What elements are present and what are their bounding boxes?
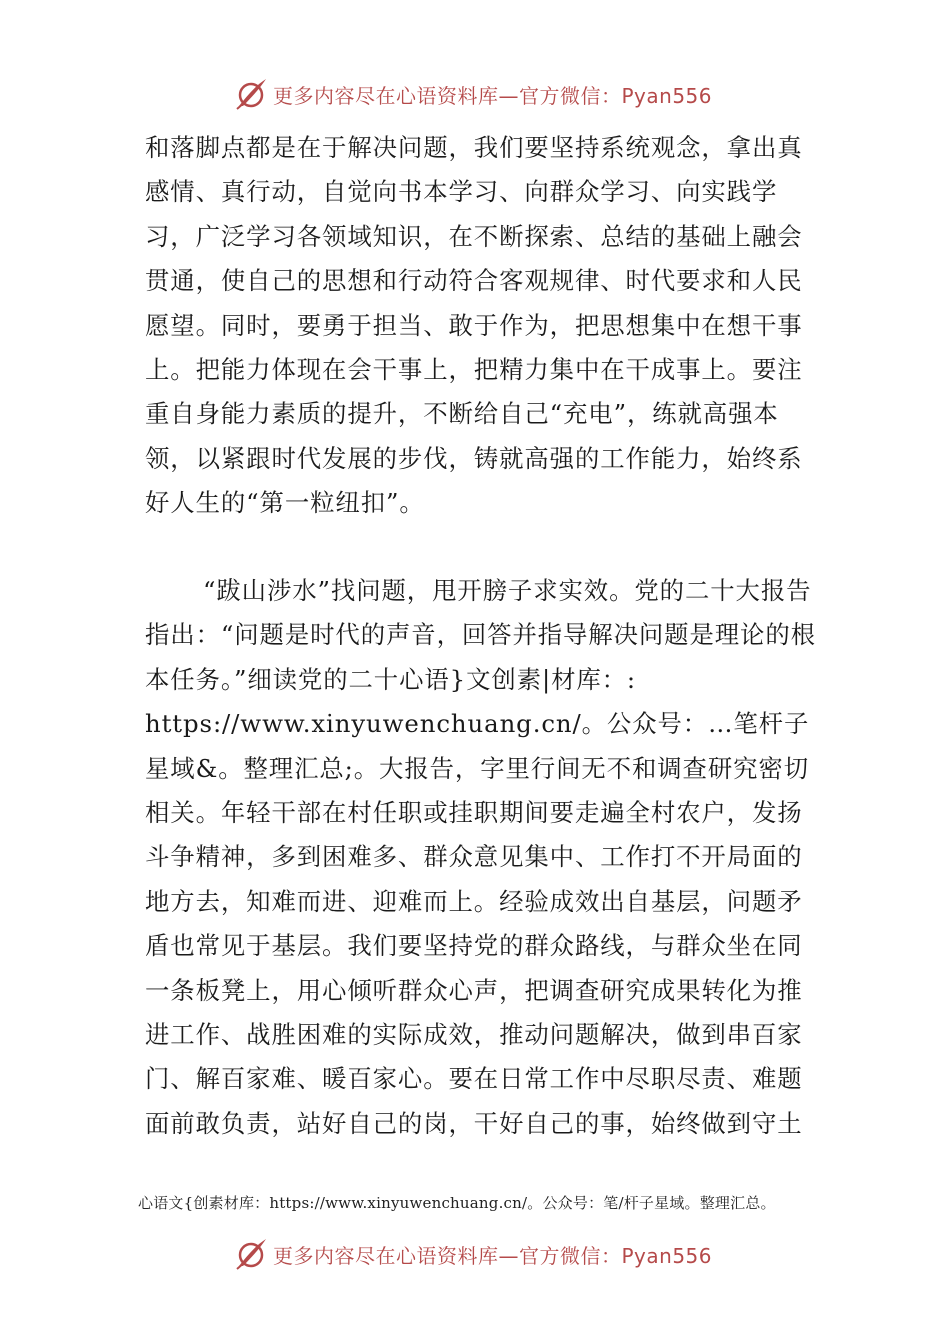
footer-watermark-text: 更多内容尽在心语资料库—官方微信：Pyan556 — [273, 1243, 713, 1268]
header-watermark-text: 更多内容尽在心语资料库—官方微信：Pyan556 — [273, 83, 713, 108]
quill-logo-icon — [233, 76, 269, 112]
footer-note: 心语文{创素材库：https://www.xinyuwenchuang.cn/。公众号：笔/杆子星域。整理汇总。 — [138, 1194, 776, 1212]
footer-watermark — [233, 1234, 712, 1274]
header-watermark — [233, 74, 712, 114]
body-paragraph-2 — [145, 569, 825, 1146]
quill-logo-icon — [233, 1236, 269, 1272]
body-paragraph-2-text: “跋山涉水”找问题，甩开膀子求实效。党的二十大报告指出：“问题是时代的声音，回答并指导解决问题是理论的根本任务。”细读党的二十心语}文创素|材库：: https://www.xinyuwenchuang.cn/。公众号：…笔杆子星域&。整理汇总;。大报告，字里行间无不和调查研究密切相关。年轻干部在村任职或挂职期间要走遍全村农户，发扬斗争精神，多到困难多、群众意见集中、工作打不开局面的地方去，知难而进、迎难而上。经验成效出自基层，问题矛盾也常见于基层。我们要坚持党的群众路线，与群众坐在同一条板凳上，用心倾听群众心声，把调查研究成果转化为推进工作、战胜困难的实际成效，推动问题解决，做到串百家门、解百家难、暖百家心。要在日常工作中尽职尽责、难题面前敢负责，站好自己的岗，干好自己的事，始终做到守土 — [145, 576, 816, 1138]
body-paragraph-1: 和落脚点都是在于解决问题，我们要坚持系统观念，拿出真感情、真行动，自觉向书本学习、向群众学习、向实践学习，广泛学习各领域知识，在不断探索、总结的基础上融会贯通，使自己的思想和行动符合客观规律、时代要求和人民愿望。同时，要勇于担当、敢于作为，把思想集中在想干事上。把能力体现在会干事上，把精力集中在干成事上。要注重自身能力素质的提升，不断给自己“充电”，练就高强本领，以紧跟时代发展的步伐，铸就高强的工作能力，始终系好人生的“第一粒纽扣”。 — [145, 133, 803, 518]
